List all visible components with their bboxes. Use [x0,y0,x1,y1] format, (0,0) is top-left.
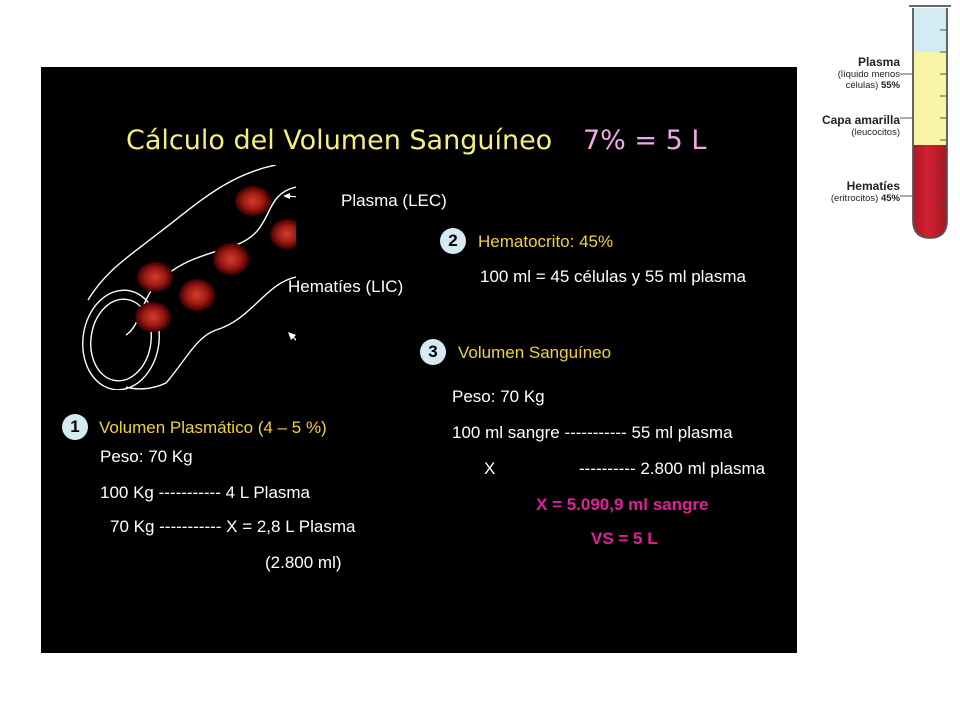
tube-rbc-pct: 45% [880,193,900,204]
vs-line-peso: Peso: 70 Kg [452,387,545,406]
vs-result-total: VS = 5 L [591,529,658,548]
hematies-label: Hematíes (LIC) [288,277,404,296]
vs-line-x: X [484,459,496,478]
tube-plasma-label [838,55,900,91]
tube-buffy-title: Capa amarilla [821,113,900,127]
vs-line-plasma: ---------- 2.800 ml plasma [579,459,766,478]
blood-vessel-illustration [76,165,296,390]
tube-buffy-label [822,113,900,138]
tube-rbc-title: Hematíes [846,179,900,193]
tube-plasma-sub1: (líquido menos [837,69,900,80]
volumen-sanguineo-heading: Volumen Sanguíneo [458,343,612,362]
tube-plasma-title: Plasma [857,55,900,69]
hematocrito-line: 100 ml = 45 células y 55 ml plasma [480,267,746,286]
test-tube-illustration [900,0,960,245]
tube-rbc-label [831,179,900,204]
vp-line-70kg: 70 Kg ----------- X = 2,8 L Plasma [110,517,356,536]
vp-line-ml: (2.800 ml) [265,553,342,572]
tube-buffy-sub: (leucocitos) [851,127,900,138]
tube-plasma-sub2: células) [845,80,879,91]
vs-result-x: X = 5.090,9 ml sangre [536,495,709,514]
step-2-badge: 2 [440,228,466,254]
plasma-label: Plasma (LEC) [341,191,447,210]
hematocrito-heading: Hematocrito: 45% [478,232,614,251]
step-1-badge: 1 [62,414,88,440]
vs-line-ratio: 100 ml sangre ----------- 55 ml plasma [452,423,733,442]
step-3-badge: 3 [420,339,446,365]
tube-plasma-pct: 55% [880,80,900,91]
vp-line-peso: Peso: 70 Kg [100,447,193,466]
tube-rbc-sub: (eritrocitos) [830,193,879,204]
volumen-plasmatico-heading: Volumen Plasmático (4 – 5 %) [99,418,327,437]
slide [41,67,797,653]
vp-line-100kg: 100 Kg ----------- 4 L Plasma [100,483,311,502]
slide-title: Cálculo del Volumen Sanguíneo [126,125,553,156]
title-equation: 7% = 5 L [583,125,707,156]
